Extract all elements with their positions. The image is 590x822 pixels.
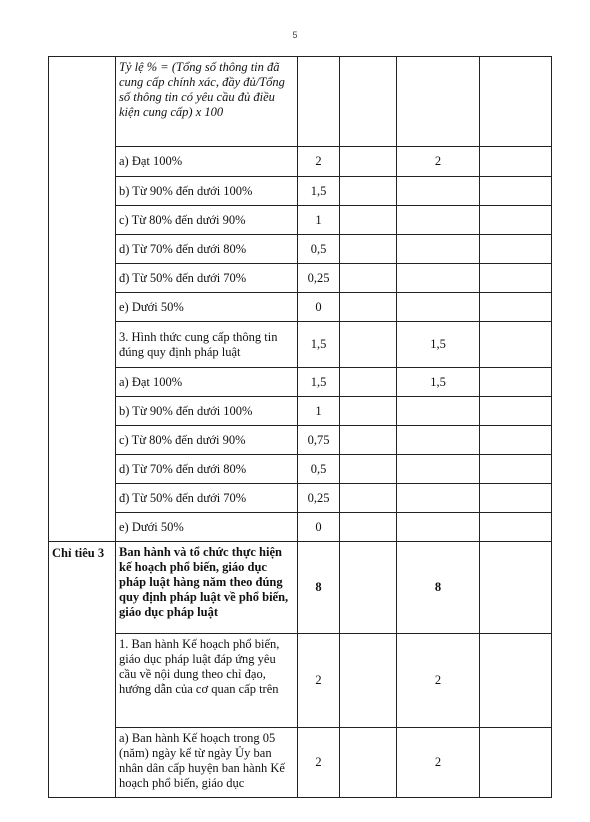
note-cell [480, 634, 552, 728]
self-score-cell [340, 455, 397, 484]
note-cell [480, 57, 552, 147]
self-score-cell [340, 484, 397, 513]
note-cell [480, 542, 552, 634]
criterion-label-cell [49, 322, 116, 368]
self-score-cell [340, 177, 397, 206]
score-cell [397, 513, 480, 542]
score-cell [397, 455, 480, 484]
score-cell: 1,5 [397, 322, 480, 368]
criterion-label-cell [49, 147, 116, 177]
score-cell [397, 206, 480, 235]
self-score-cell [340, 322, 397, 368]
criterion-content-cell: d) Từ 70% đến dưới 80% [116, 455, 298, 484]
score-cell [397, 264, 480, 293]
note-cell [480, 293, 552, 322]
table-row [49, 397, 552, 426]
table-row [49, 57, 552, 147]
max-score-cell: 2 [298, 147, 340, 177]
note-cell [480, 455, 552, 484]
table-row [49, 322, 552, 368]
table-row [49, 177, 552, 206]
score-cell [397, 484, 480, 513]
table-row [49, 147, 552, 177]
criterion-content-cell: a) Đạt 100% [116, 368, 298, 397]
note-cell [480, 513, 552, 542]
page-number: 5 [292, 30, 298, 40]
note-cell [480, 728, 552, 798]
max-score-cell: 1,5 [298, 177, 340, 206]
self-score-cell [340, 147, 397, 177]
table-row [49, 368, 552, 397]
self-score-cell [340, 542, 397, 634]
max-score-cell: 0 [298, 293, 340, 322]
max-score-cell: 8 [298, 542, 340, 634]
score-cell: 2 [397, 634, 480, 728]
max-score-cell: 1 [298, 397, 340, 426]
self-score-cell [340, 728, 397, 798]
score-cell [397, 57, 480, 147]
table-row [49, 542, 552, 634]
criterion-label-cell [49, 368, 116, 397]
note-cell [480, 147, 552, 177]
criterion-label-cell [49, 513, 116, 542]
criterion-content-cell: a) Ban hành Kế hoạch trong 05 (năm) ngày kể từ ngày Ủy ban nhân dân cấp huyện ban hành Kế hoạch phổ biến, giáo dục [116, 728, 298, 798]
max-score-cell: 1 [298, 206, 340, 235]
self-score-cell [340, 513, 397, 542]
self-score-cell [340, 57, 397, 147]
criterion-label-cell [49, 57, 116, 147]
table-row [49, 235, 552, 264]
criterion-label-cell [49, 455, 116, 484]
note-cell [480, 322, 552, 368]
table-row [49, 264, 552, 293]
criterion-content-cell: c) Từ 80% đến dưới 90% [116, 426, 298, 455]
criterion-label-cell: Chỉ tiêu 3 [49, 542, 116, 634]
score-cell [397, 293, 480, 322]
score-cell: 2 [397, 728, 480, 798]
score-cell [397, 177, 480, 206]
criterion-content-cell: 1. Ban hành Kế hoạch phổ biến, giáo dục pháp luật đáp ứng yêu cầu về nội dung theo chỉ đạo, hướng dẫn của cơ quan cấp trên [116, 634, 298, 728]
note-cell [480, 368, 552, 397]
score-cell [397, 426, 480, 455]
table-row [49, 455, 552, 484]
max-score-cell: 0,75 [298, 426, 340, 455]
note-cell [480, 235, 552, 264]
criteria-table [48, 56, 552, 798]
note-cell [480, 177, 552, 206]
score-cell: 2 [397, 147, 480, 177]
criterion-content-cell: c) Từ 80% đến dưới 90% [116, 206, 298, 235]
criterion-label-cell [49, 728, 116, 798]
note-cell [480, 264, 552, 293]
criterion-content-cell: d) Từ 70% đến dưới 80% [116, 235, 298, 264]
self-score-cell [340, 206, 397, 235]
score-cell: 1,5 [397, 368, 480, 397]
table-row [49, 484, 552, 513]
table-row [49, 513, 552, 542]
criterion-content-cell: b) Từ 90% đến dưới 100% [116, 397, 298, 426]
criterion-content-cell: e) Dưới 50% [116, 293, 298, 322]
max-score-cell: 1,5 [298, 322, 340, 368]
criterion-content-cell: e) Dưới 50% [116, 513, 298, 542]
table-row [49, 634, 552, 728]
criterion-content-cell: đ) Từ 50% đến dưới 70% [116, 264, 298, 293]
score-cell [397, 235, 480, 264]
max-score-cell: 0 [298, 513, 340, 542]
criterion-label-cell [49, 426, 116, 455]
criterion-content-cell: a) Đạt 100% [116, 147, 298, 177]
max-score-cell: 2 [298, 728, 340, 798]
max-score-cell: 0,25 [298, 484, 340, 513]
self-score-cell [340, 368, 397, 397]
note-cell [480, 426, 552, 455]
criterion-label-cell [49, 206, 116, 235]
criteria-table-body [49, 57, 552, 798]
criterion-content-cell: Ban hành và tổ chức thực hiện kế hoạch phổ biến, giáo dục pháp luật hàng năm theo đúng quy định pháp luật về phổ biến, giáo dục pháp luật [116, 542, 298, 634]
score-cell: 8 [397, 542, 480, 634]
note-cell [480, 397, 552, 426]
max-score-cell: 0,5 [298, 455, 340, 484]
max-score-cell: 0,25 [298, 264, 340, 293]
self-score-cell [340, 397, 397, 426]
self-score-cell [340, 426, 397, 455]
criterion-content-cell: Tỷ lệ % = (Tổng số thông tin đã cung cấp chính xác, đầy đủ/Tổng số thông tin có yêu cầu đủ điều kiện cung cấp) x 100 [116, 57, 298, 147]
table-row [49, 206, 552, 235]
note-cell [480, 484, 552, 513]
self-score-cell [340, 235, 397, 264]
criterion-label-cell [49, 235, 116, 264]
max-score-cell: 2 [298, 634, 340, 728]
score-cell [397, 397, 480, 426]
criterion-content-cell: 3. Hình thức cung cấp thông tin đúng quy định pháp luật [116, 322, 298, 368]
max-score-cell [298, 57, 340, 147]
criterion-content-cell: đ) Từ 50% đến dưới 70% [116, 484, 298, 513]
table-row [49, 293, 552, 322]
criterion-label-cell [49, 484, 116, 513]
criterion-label-cell [49, 177, 116, 206]
criterion-label-cell [49, 293, 116, 322]
note-cell [480, 206, 552, 235]
criterion-label-cell [49, 264, 116, 293]
self-score-cell [340, 634, 397, 728]
criterion-label-cell [49, 397, 116, 426]
self-score-cell [340, 293, 397, 322]
criterion-label-cell [49, 634, 116, 728]
criterion-content-cell: b) Từ 90% đến dưới 100% [116, 177, 298, 206]
max-score-cell: 0,5 [298, 235, 340, 264]
self-score-cell [340, 264, 397, 293]
max-score-cell: 1,5 [298, 368, 340, 397]
table-row [49, 728, 552, 798]
table-row [49, 426, 552, 455]
